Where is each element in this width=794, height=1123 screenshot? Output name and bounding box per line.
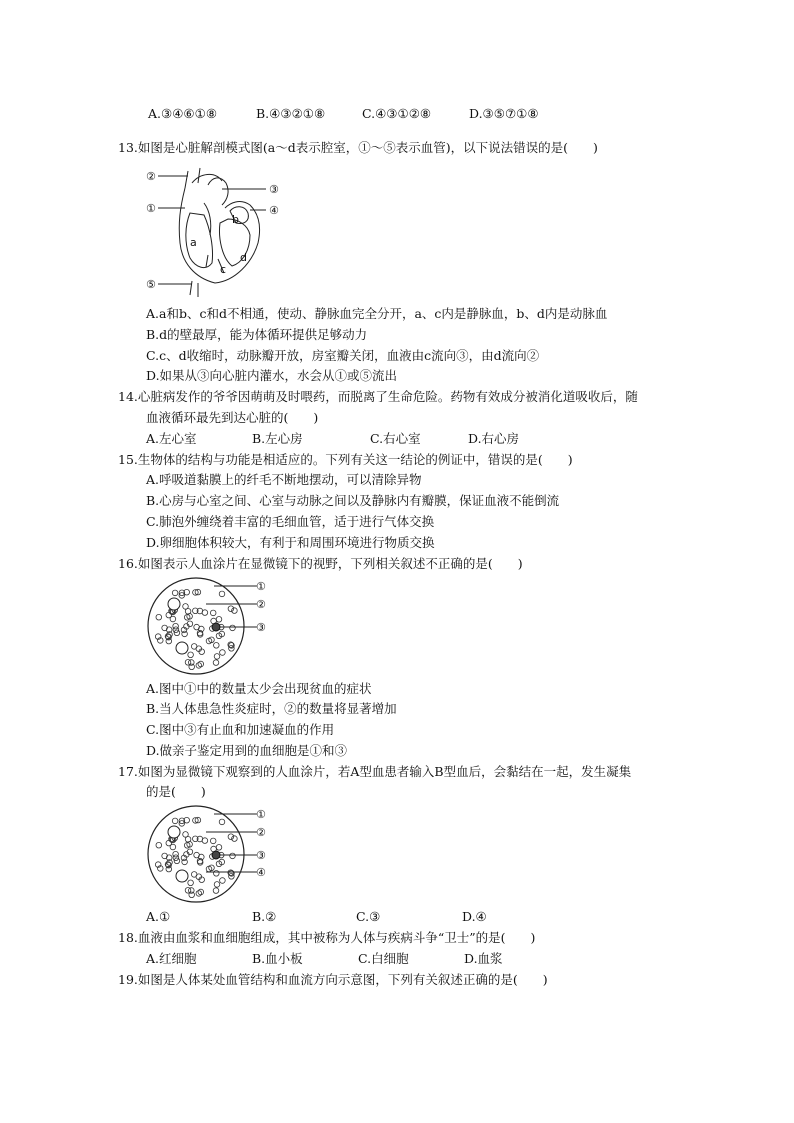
red-blood-cell — [182, 859, 188, 865]
heart-label-3: ③ — [269, 183, 279, 196]
red-blood-cell — [213, 888, 219, 894]
red-blood-cell — [220, 878, 226, 884]
red-blood-cell — [210, 610, 216, 616]
red-blood-cell — [170, 616, 176, 622]
q13-option-a: A.a和b、c和d不相通，使动、静脉血完全分开，a、c内是静脉血，b、d内是动脉血 — [146, 306, 608, 321]
red-blood-cell — [172, 818, 178, 824]
red-blood-cell — [214, 882, 220, 888]
smear17-label-3: ③ — [256, 849, 266, 862]
q17-options — [146, 909, 487, 925]
red-blood-cell — [214, 871, 220, 877]
blood-smear-diagram — [144, 576, 274, 676]
q14-options — [146, 431, 519, 447]
red-blood-cell — [189, 892, 195, 898]
dark-cell — [212, 623, 220, 631]
q18-option-c: C.白细胞 — [358, 951, 409, 966]
red-blood-cell — [220, 650, 226, 656]
q18-option-b: B.血小板 — [252, 951, 303, 966]
q14-option-c: C.右心室 — [370, 431, 421, 446]
q13-stem: 13.如图是心脏解剖模式图(a～d表示腔室，①～⑤表示血管)，以下说法错误的是( ) — [118, 140, 598, 155]
smear16-label-2: ② — [256, 598, 266, 611]
red-blood-cell — [182, 631, 188, 637]
red-blood-cell — [194, 852, 200, 858]
q15-option-c: C.肺泡外缠绕着丰富的毛细血管，适于进行气体交换 — [146, 514, 435, 529]
q18-option-a: A.红细胞 — [146, 951, 197, 966]
q15-stem: 15.生物体的结构与功能是相适应的。下列有关这一结论的例证中，错误的是( ) — [118, 452, 573, 467]
q17-option-b: B.② — [252, 909, 277, 924]
q14-option-a: A.左心室 — [146, 431, 197, 446]
smear16-label-1: ① — [256, 580, 266, 593]
red-blood-cell — [213, 660, 219, 666]
q16-stem: 16.如图表示人血涂片在显微镜下的视野，下列相关叙述不正确的是( ) — [118, 556, 523, 571]
q14-option-d: D.右心房 — [468, 431, 520, 446]
smear17-label-1: ① — [256, 808, 266, 821]
heart-label-5: ⑤ — [146, 278, 156, 291]
smear16-label-3: ③ — [256, 621, 266, 634]
q12-option-d: D.③⑤⑦①⑧ — [469, 106, 539, 121]
white-blood-cell — [176, 870, 188, 882]
q14-stem-line1: 14.心脏病发作的爷爷因萌萌及时喂药，而脱离了生命危险。药物有效成分被消化道吸收后，随 — [118, 389, 638, 404]
heart-label-1: ① — [146, 202, 156, 215]
red-blood-cell — [189, 664, 195, 670]
red-blood-cell — [170, 844, 176, 850]
red-blood-cell — [172, 590, 178, 596]
q12-options — [148, 106, 539, 122]
q13-option-c: C.c、d收缩时，动脉瓣开放，房室瓣关闭，血液由c流向③，由d流向② — [146, 348, 540, 363]
red-blood-cell — [156, 842, 162, 848]
blood-smear-diagram — [144, 804, 274, 904]
heart-label-a: a — [190, 236, 197, 249]
q18-option-d: D.血浆 — [464, 951, 503, 966]
red-blood-cell — [188, 652, 194, 658]
red-blood-cell — [216, 617, 222, 623]
heart-label-c: c — [220, 263, 227, 276]
q17-option-a: A.① — [146, 909, 171, 924]
smear17-label-4: ④ — [256, 866, 266, 879]
red-blood-cell — [216, 845, 222, 851]
heart-label-4: ④ — [269, 204, 279, 217]
q14-stem-line2: 血液循环最先到达心脏的( ) — [146, 410, 319, 425]
red-blood-cell — [183, 604, 189, 610]
red-blood-cell — [188, 880, 194, 886]
q13-option-b: B.d的壁最厚，能为体循环提供足够动力 — [146, 327, 368, 342]
q17-option-c: C.③ — [356, 909, 381, 924]
q18-stem: 18.血液由血浆和血细胞组成，其中被称为人体与疾病斗争“卫士”的是( ) — [118, 930, 536, 945]
red-blood-cell — [214, 654, 220, 660]
q16-option-d: D.做亲子鉴定用到的血细胞是①和③ — [146, 743, 348, 758]
white-blood-cell — [168, 598, 180, 610]
q15-option-a: A.呼吸道黏膜上的纤毛不断地摆动，可以清除异物 — [146, 472, 422, 487]
heart-label-2: ② — [146, 170, 156, 183]
q19-stem: 19.如图是人体某处血管结构和血流方向示意图，下列有关叙述正确的是( ) — [118, 972, 548, 987]
q17-stem-line1: 17.如图为显微镜下观察到的人血涂片，若A型血患者输入B型血后，会黏结在一起，发生凝集 — [118, 764, 632, 779]
red-blood-cell — [219, 591, 225, 597]
red-blood-cell — [173, 627, 179, 633]
heart-label-b: b — [232, 213, 239, 226]
white-blood-cell — [168, 826, 180, 838]
q12-option-b: B.④③②①⑧ — [256, 106, 326, 121]
q18-options — [146, 951, 503, 967]
red-blood-cell — [173, 855, 179, 861]
red-blood-cell — [230, 853, 236, 859]
q16-option-c: C.图中③有止血和加速凝血的作用 — [146, 722, 335, 737]
smear17-label-2: ② — [256, 826, 266, 839]
white-blood-cell — [176, 642, 188, 654]
red-blood-cell — [183, 832, 189, 838]
red-blood-cell — [214, 643, 220, 649]
q16-option-a: A.图中①中的数量太少会出现贫血的症状 — [146, 681, 372, 696]
q14-option-b: B.左心房 — [252, 431, 303, 446]
q12-option-a: A.③④⑥①⑧ — [148, 106, 218, 121]
red-blood-cell — [210, 838, 216, 844]
q17-option-d: D.④ — [462, 909, 487, 924]
heart-diagram — [140, 163, 290, 298]
red-blood-cell — [156, 614, 162, 620]
q12-option-c: C.④③①②⑧ — [362, 106, 432, 121]
q15-option-b: B.心房与心室之间、心室与动脉之间以及静脉内有瓣膜，保证血液不能倒流 — [146, 493, 560, 508]
q15-option-d: D.卵细胞体积较大，有利于和周围环境进行物质交换 — [146, 535, 435, 550]
q17-stem-line2: 的是( ) — [146, 784, 206, 799]
red-blood-cell — [219, 819, 225, 825]
red-blood-cell — [230, 625, 236, 631]
dark-cell — [212, 851, 220, 859]
q13-option-d: D.如果从③向心脏内灌水，水会从①或⑤流出 — [146, 368, 398, 383]
red-blood-cell — [194, 624, 200, 630]
heart-label-d: d — [240, 251, 247, 264]
q16-option-b: B.当人体患急性炎症时，②的数量将显著增加 — [146, 701, 397, 716]
